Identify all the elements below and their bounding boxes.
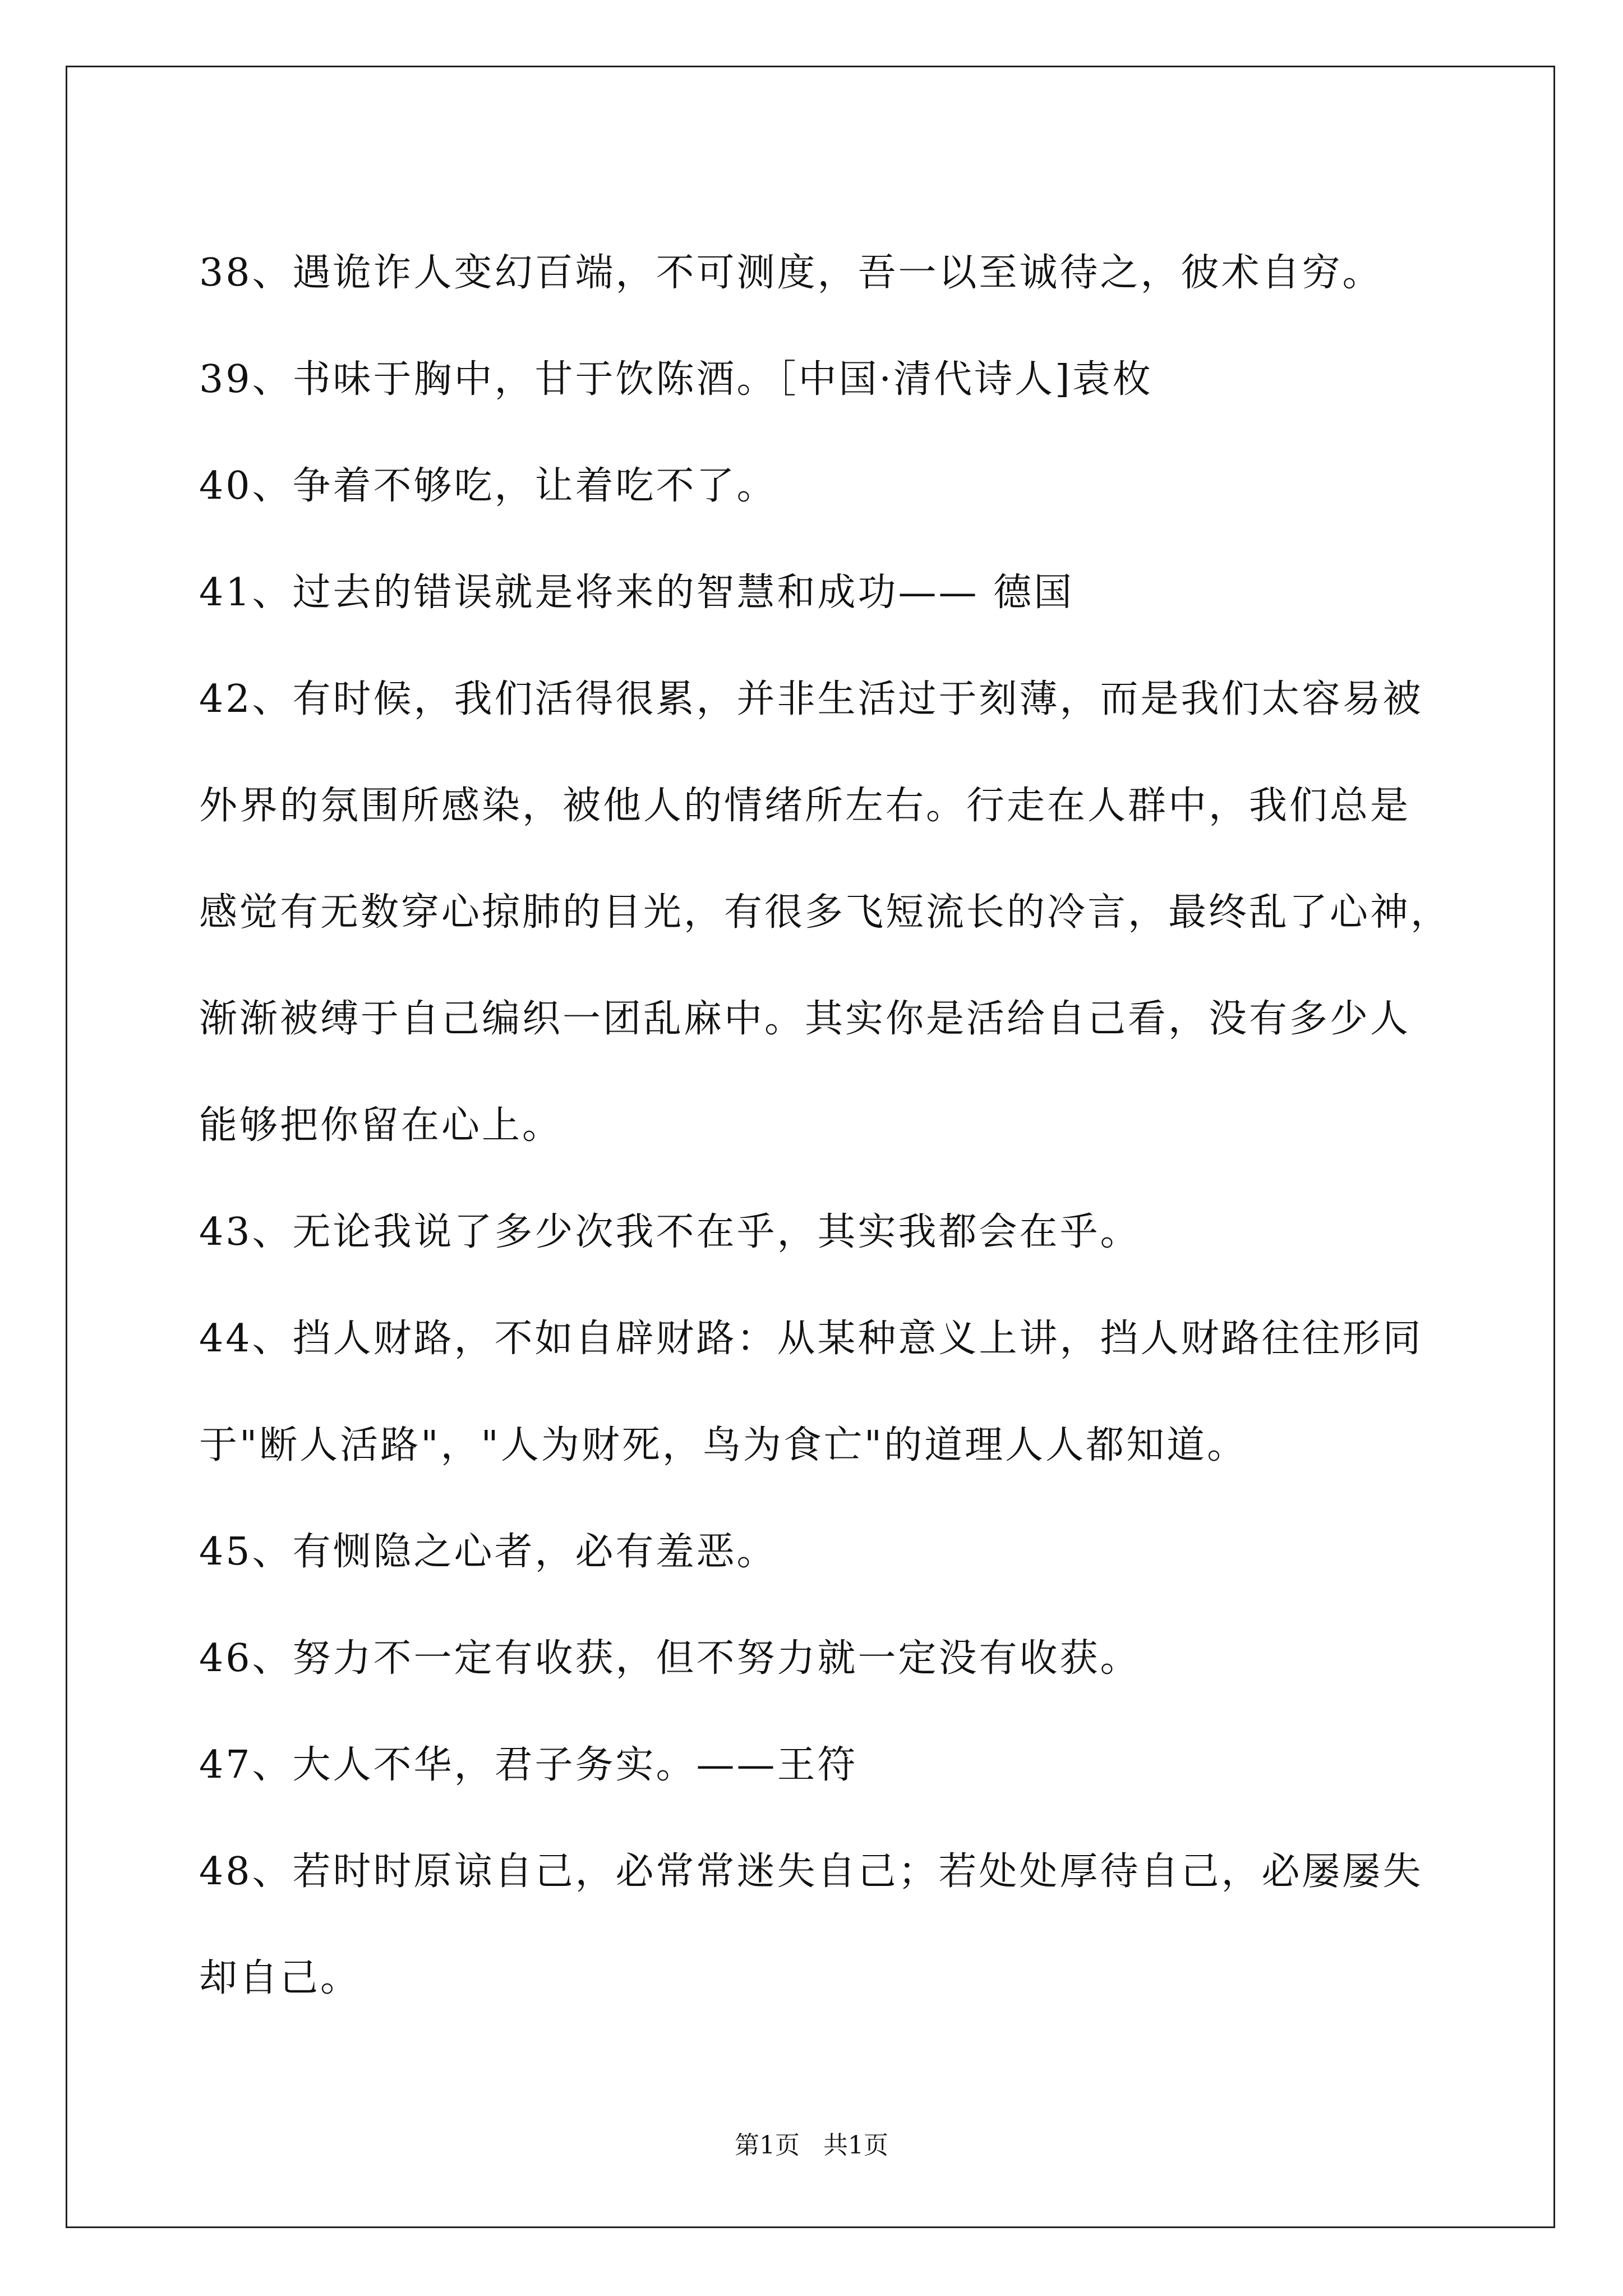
text-line: 42、有时候，我们活得很累，并非生活过于刻薄，而是我们太容易被 (199, 677, 1423, 721)
text-line: 47、大人不华，君子务实。——王符 (199, 1743, 858, 1787)
document-body (199, 220, 1451, 2032)
text-line: 外界的氛围所感染，被他人的情绪所左右。行走在人群中，我们总是 (199, 784, 1411, 828)
text-line: 41、过去的错误就是将来的智慧和成功—— 德国 (199, 570, 1075, 615)
text-line: 渐渐被缚于自己编织一团乱麻中。其实你是活给自己看，没有多少人 (199, 997, 1411, 1041)
page-footer: 第1页 共1页 (735, 2131, 888, 2160)
text-line: 感觉有无数穿心掠肺的目光，有很多飞短流长的冷言，最终乱了心神， (199, 890, 1451, 935)
text-line: 能够把你留在心上。 (199, 1103, 563, 1148)
text-line: 44、挡人财路，不如自辟财路：从某种意义上讲，挡人财路往往形同 (199, 1317, 1423, 1361)
text-line: 48、若时时原谅自己，必常常迷失自己；若处处厚待自己，必屡屡失 (199, 1849, 1423, 1894)
text-line: 于"断人活路"，"人为财死，鸟为食亡"的道理人人都知道。 (199, 1423, 1248, 1467)
text-line: 43、无论我说了多少次我不在乎，其实我都会在乎。 (199, 1210, 1141, 1254)
text-line: 45、有恻隐之心者，必有羞恶。 (199, 1530, 777, 1574)
text-line: 39、书味于胸中，甘于饮陈酒。［中国·清代诗人]袁枚 (199, 357, 1153, 402)
text-line: 46、努力不一定有收获，但不努力就一定没有收获。 (199, 1636, 1141, 1681)
text-line: 却自己。 (199, 1956, 361, 2000)
text-line: 40、争着不够吃，让着吃不了。 (199, 464, 777, 508)
text-line: 38、遇诡诈人变幻百端，不可测度，吾一以至诚待之，彼术自穷。 (199, 251, 1383, 295)
